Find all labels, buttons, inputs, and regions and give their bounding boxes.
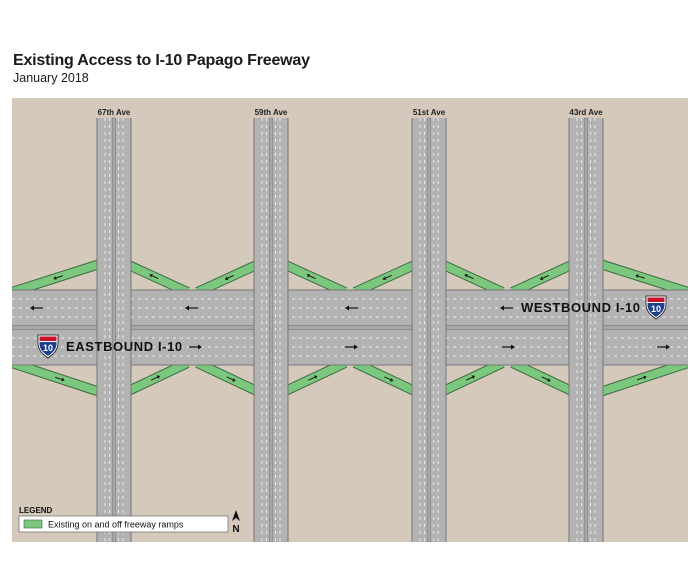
street-median [585,118,588,542]
page-title: Existing Access to I-10 Papago Freeway [13,52,310,69]
page-date: January 2018 [13,71,89,85]
street-road [254,118,288,542]
eastbound-label: EASTBOUND I-10 [66,339,183,354]
street-median [428,118,431,542]
north-label: N [232,524,240,535]
street-label-43rd-ave: 43rd Ave [569,108,603,117]
street-road [97,118,131,542]
street-label-51st-ave: 51st Ave [412,108,446,117]
westbound-label: WESTBOUND I-10 [521,300,641,315]
street-label-59th-ave: 59th Ave [254,108,288,117]
street-median [270,118,273,542]
legend-item-label: Existing on and off freeway ramps [48,519,184,530]
street-road [569,118,603,542]
legend-ramp-swatch [24,520,42,528]
street-road [412,118,446,542]
shield-number: 10 [650,304,662,314]
shield-number: 10 [42,343,54,353]
legend-title: LEGEND [19,506,53,515]
street-median [113,118,116,542]
street-label-67th-ave: 67th Ave [97,108,131,117]
